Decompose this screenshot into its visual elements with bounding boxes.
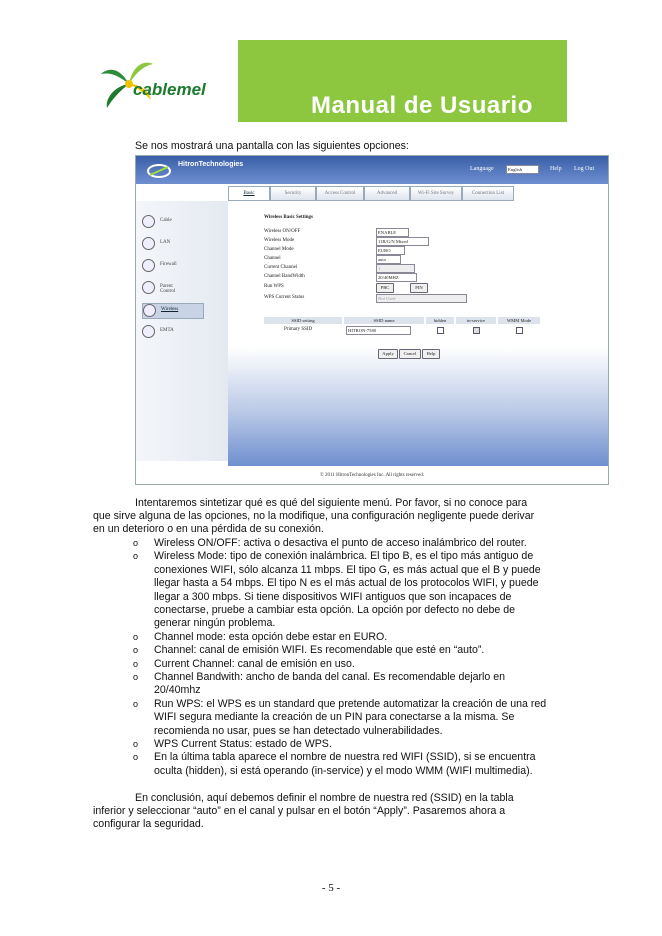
field-label: WPS Current Status — [264, 295, 305, 300]
lan-icon — [142, 237, 155, 250]
field-label: Wireless ON/OFF — [264, 229, 301, 234]
field-label: Channel Mode — [264, 247, 294, 252]
bullet-line: llegar hasta a 54 mbps. El tipo N es el más actual de los protocolos WIFI, y puede — [154, 577, 539, 590]
sidebar-item-wireless[interactable]: Wireless — [142, 303, 204, 319]
table-header: in-service — [456, 317, 496, 324]
table-header: WMM Mode — [498, 317, 540, 324]
router-sidebar: Cable LAN Firewall Parent Control Wireless EMTA — [136, 201, 228, 461]
channel-select[interactable]: auto — [376, 255, 401, 264]
field-label: Channel — [264, 256, 281, 261]
bullet-line: oculta (hidden), si está operando (in-service) y el modo WMM (WIFI multimedia). — [154, 764, 533, 777]
tab-security[interactable]: Security — [270, 186, 316, 201]
section-title: Wireless Basic Settings — [264, 215, 313, 220]
bullet-line: Channel mode: esta opción debe estar en EURO. — [154, 630, 388, 643]
bullet-line: llegar a 300 mbps. Si tiene dispositivos WIFI antiguos que son incapaces de — [154, 590, 512, 603]
bullet-marker: o — [133, 631, 139, 642]
conclusion-line: inferior y seleccionar “auto” en el canal y pulsar en el botón “Apply”. Pasaremos ahora a — [93, 805, 506, 817]
bullet-marker: o — [133, 538, 139, 548]
wmm-checkbox[interactable] — [516, 327, 523, 334]
current-channel-field: 1 — [376, 264, 415, 273]
bullet-marker: o — [133, 752, 139, 763]
table-header: SSID setting — [264, 317, 342, 324]
apply-button[interactable]: Apply — [378, 349, 398, 359]
bullet-line: Run WPS: el WPS es un standard que pretende automatizar la creación de una red — [154, 697, 547, 710]
header-banner — [93, 40, 567, 122]
hitron-logo-icon — [146, 161, 172, 181]
bullet-marker: o — [133, 658, 139, 669]
bullet-marker: o — [133, 551, 139, 562]
conclusion-line: configurar la seguridad. — [93, 818, 204, 830]
bandwidth-select[interactable]: 20/40MHZ — [376, 273, 417, 282]
bullet-line: Wireless ON/OFF: activa o desactiva el punto de acceso inalámbrico del router. — [154, 537, 527, 549]
bullet-line: WPS Current Status: estado de WPS. — [154, 738, 332, 750]
cancel-button[interactable]: Cancel — [399, 349, 421, 359]
help-button[interactable]: Help — [422, 349, 440, 359]
bullet-line: conectarse, pruebe a cambiar esta opción. La opción por defecto no debe de — [154, 604, 516, 616]
bullet-line: En la última tabla aparece el nombre de nuestra red WIFI (SSID), si se encuentra — [154, 751, 536, 764]
paragraph-line: que sirve alguna de las opciones, no la modifique, una configuración negligente puede derivar — [93, 510, 535, 522]
bullet-marker: o — [133, 739, 139, 749]
bullet-line: 20/40mhz — [154, 684, 201, 697]
brand-name: cablemel — [133, 80, 206, 99]
bullet-line: Channel Bandwith: ancho de banda del canal. Es recomendable dejarlo en — [154, 671, 506, 683]
bullet-marker: o — [133, 698, 139, 709]
ssid-name-input[interactable]: HITRON-7580 — [346, 326, 411, 335]
field-label: Wireless Mode — [264, 238, 295, 243]
parent-control-icon — [142, 281, 155, 294]
manual-title: Manual de Usuario — [311, 92, 533, 119]
field-label: Channel BandWidth — [264, 274, 305, 279]
bullet-line: Current Channel: canal de emisión en uso. — [154, 657, 355, 670]
bullet-line: WIFI segura mediante la creación de un PIN para conectarse a la misma. Se — [154, 711, 515, 724]
cable-icon — [142, 215, 155, 228]
vendor-name: HitronTechnologies — [178, 161, 244, 168]
tab-site-survey[interactable]: Wi-Fi Site Survey — [410, 186, 462, 201]
router-footer: © 2011 HitronTechnologies Inc. All rights reserved. — [136, 468, 608, 484]
language-select[interactable]: English — [506, 165, 539, 174]
table-header: SSID name — [344, 317, 424, 324]
help-link[interactable]: Help — [550, 166, 562, 172]
firewall-icon — [142, 259, 155, 272]
wireless-mode-select[interactable]: 11B/G/N Mixed — [376, 237, 429, 246]
tab-connection-list[interactable]: Connection List — [462, 186, 514, 201]
field-label: Current Channel — [264, 265, 298, 270]
paragraph-line: en un deterioro o en una pérdida de su conexión. — [93, 523, 324, 535]
wps-pbc-button[interactable]: PBC — [376, 283, 394, 293]
language-label: Language — [470, 166, 494, 172]
tab-advanced[interactable]: Advanced — [364, 186, 410, 201]
router-main-panel — [228, 201, 608, 466]
wps-status-field: Not Used — [376, 294, 467, 303]
table-header: hidden — [426, 317, 454, 324]
logout-link[interactable]: Log Out — [574, 166, 595, 172]
bullet-line: recomienda no usar, pues se han detectado vulnerabilidades. — [154, 724, 443, 737]
paragraph-line: Intentaremos sintetizar qué es qué del siguiente menú. Por favor, si no conoce para — [135, 497, 528, 509]
table-cell: Primary SSID — [284, 327, 313, 332]
intro-text: Se nos mostrará una pantalla con las siguientes opciones: — [135, 140, 409, 152]
bullet-line: Channel: canal de emisión WIFI. Es recomendable que esté en “auto”. — [154, 644, 485, 657]
channel-mode-select[interactable]: EURO — [376, 246, 405, 255]
tab-access-control[interactable]: Access Control — [316, 186, 364, 201]
wps-pin-button[interactable]: PIN — [410, 283, 428, 293]
cablemel-logo — [93, 40, 243, 122]
emta-icon — [142, 325, 155, 338]
wireless-onoff-select[interactable]: ENABLE — [376, 228, 409, 237]
bullet-line: Wireless Mode: tipo de conexión inalámbrica. El tipo B, es el tipo más antiguo de — [154, 550, 534, 563]
bullet-line: conexiones WIFI, sólo alcanza 11 mbps. El tipo G, es más actual que el B y puede — [154, 563, 541, 576]
tab-basic[interactable]: Basic — [228, 186, 270, 201]
in-service-checkbox[interactable] — [473, 327, 480, 334]
bullet-line: generar ningún problema. — [154, 617, 276, 630]
wireless-icon — [143, 304, 156, 317]
conclusion-line: En conclusión, aquí debemos definir el nombre de nuestra red (SSID) en la tabla — [135, 792, 514, 804]
bullet-marker: o — [133, 672, 139, 682]
field-label: Run WPS — [264, 284, 284, 289]
router-screenshot — [135, 155, 609, 485]
hidden-checkbox[interactable] — [437, 327, 444, 334]
page-number: - 5 - — [321, 882, 341, 894]
bullet-marker: o — [133, 645, 139, 656]
